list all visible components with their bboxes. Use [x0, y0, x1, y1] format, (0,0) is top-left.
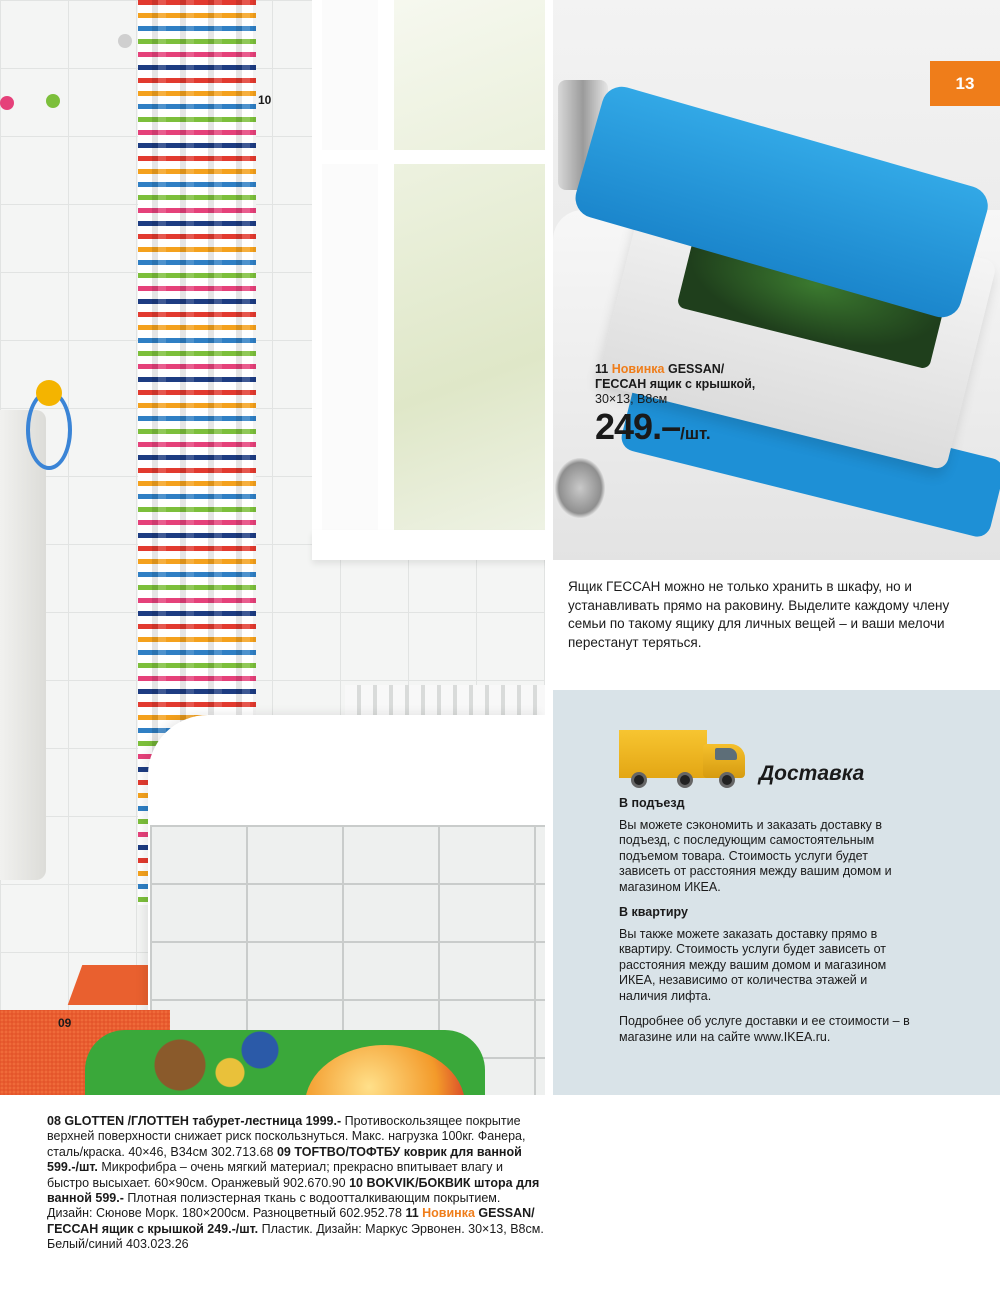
product-name-ru: ГЕССАН ящик с крышкой, [595, 377, 756, 391]
delivery-title: Доставка [759, 762, 865, 785]
bath-toys [120, 1020, 320, 1095]
delivery-panel [553, 690, 1000, 1095]
delivery-truck-icon [619, 728, 744, 788]
caption-11-text: Пластик. Дизайн: Маркус Эрвонен. 30×13, В8см. Белый/синий 403.023.26 [47, 1221, 544, 1252]
caption-09-text: Микрофибра – очень мягкий материал; прекрасно впитывает влагу и быстро высыхает. 60×90см. Оранжевый 902.670.90 [47, 1160, 503, 1190]
photo-label-09: 09 [58, 1016, 72, 1030]
page-number-badge: 13 [930, 61, 1000, 106]
product-name-latin: GESSAN/ [667, 362, 725, 376]
caption-09-title: 09 TOFTBO/ТОФТБУ коврик для ванной 599.-/шт. [47, 1144, 522, 1175]
product-price-tag [595, 362, 825, 453]
delivery-apartment-text: Вы также можете заказать доставку прямо в квартиру. Стоимость услуги будет зависеть от расстояния между вашим домом и магазином ИКЕА, независимо от количества этажей и наличия лифта. [619, 926, 887, 1003]
price-value: 249.– [595, 406, 681, 447]
delivery-body [619, 796, 919, 1051]
caption-10-title: 10 BOKVIK/БОКВИК штора для ванной 599.- [47, 1175, 540, 1206]
window [312, 0, 545, 560]
bathroom-photo [0, 0, 545, 1095]
delivery-entrance-text: Вы можете сэкономить и заказать доставку в подъезд, с последующим самостоятельным подъемом товара. Стоимость услуги будет зависеть от расстояния между вашим домом и магазином ИКЕА. [619, 817, 892, 894]
caption-08-text: Противоскользящее покрытие верхней поверхности снижает риск поскользнуться. Макс. нагрузка 100кг. Фанера, сталь/краска. 40×46, В34см 302.713.68 [47, 1114, 526, 1159]
caption-10-text: Плотная полиэстерная ткань с водоотталкивающим покрытием. Дизайн: Сюнове Морк. 180×200см. Разноцветный 602.952.78 [47, 1191, 501, 1221]
product-price [595, 406, 825, 453]
caption-11-number: 11 [405, 1206, 423, 1221]
caption-11-new-label: Новинка [422, 1206, 475, 1221]
product-number: 11 [595, 362, 609, 376]
delivery-apartment-heading: В квартиру [619, 905, 688, 919]
product-size: 30×13, В8см [595, 392, 668, 406]
sink-drain [555, 458, 605, 518]
price-unit: /шт. [680, 424, 711, 443]
intro-paragraph: Ящик ГЕССАН можно не только хранить в шкафу, но и устанавливать прямо на раковину. Выделите каждому члену семьи по такому ящику для личных вещей – и ваши мелочи перестанут теряться. [568, 579, 950, 650]
caption-08-title: 08 GLOTTEN /ГЛОТТЕН табурет-лестница 1999.- [47, 1114, 342, 1128]
product-captions [47, 1114, 547, 1253]
towel [0, 410, 46, 880]
delivery-more-info: Подробнее об услуге доставки и ее стоимости – в магазине или на сайте www.IKEA.ru. [619, 1014, 910, 1044]
new-label: Новинка [611, 362, 665, 376]
delivery-entrance-heading: В подъезд [619, 796, 685, 810]
caption-11-title: GESSAN/ГЕССАН ящик с крышкой 249.-/шт. [47, 1206, 535, 1236]
photo-label-10: 10 [258, 93, 272, 107]
